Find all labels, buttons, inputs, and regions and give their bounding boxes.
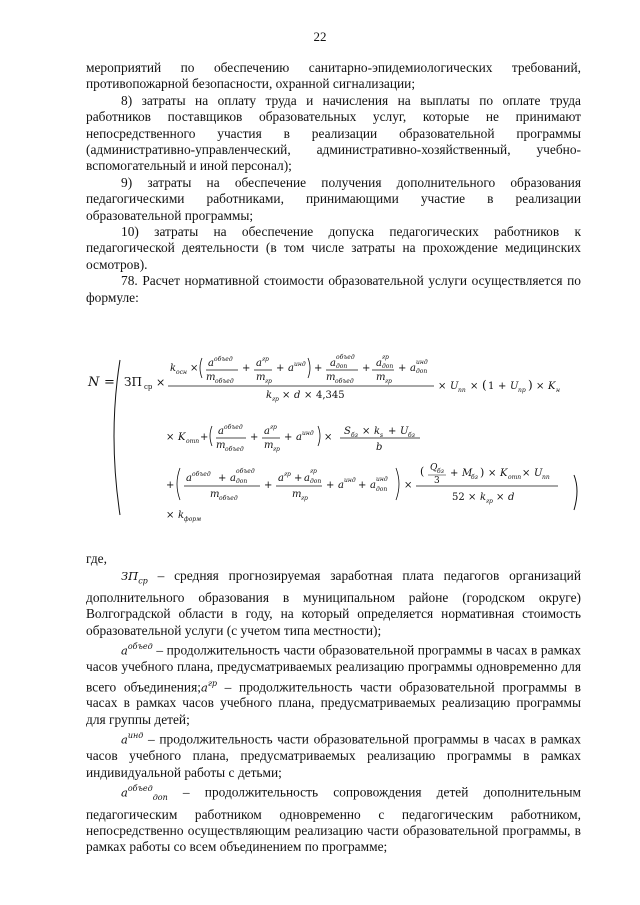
svg-text:гр: гр — [382, 354, 389, 361]
svg-text:гр: гр — [385, 378, 392, 385]
svg-text:доп: доп — [310, 478, 322, 485]
svg-text:s: s — [380, 432, 384, 439]
formula-zp-sub: ср — [144, 383, 153, 391]
svg-text:a: a — [304, 473, 310, 484]
svg-text:+: + — [166, 480, 175, 491]
svg-text:объед: объед — [236, 468, 255, 475]
svg-text:пп: пп — [542, 474, 550, 481]
svg-text:a: a — [278, 473, 284, 484]
svg-text:×: × — [282, 390, 291, 401]
svg-text:гр: гр — [284, 471, 291, 478]
svg-text:a: a — [296, 432, 302, 443]
svg-text:×: × — [166, 510, 175, 521]
cost-formula — [86, 340, 586, 530]
svg-text:d: d — [508, 492, 515, 503]
svg-text:+: + — [284, 432, 293, 443]
definition-a-obed: $a^{объед}$ – продолжительность части образовательной программы в часах в рамках часов учебного плана, предусматриваемых реализацию программы одновременно для всего $объединения;a^{гр}$ – продолжительность части образовательной программы в часах в рамках часов учебного плана, предусматриваемых реализацию программы для группы детей; — [86, 642, 581, 727]
svg-text:k: k — [178, 510, 185, 521]
svg-text:(: ( — [482, 378, 487, 392]
svg-text:1: 1 — [488, 381, 495, 392]
paragraph-78: 78. Расчет нормативной стоимости образовательной услуги осуществляется по формуле: — [86, 273, 581, 305]
svg-text:бз: бз — [437, 468, 444, 475]
page-number: 22 — [313, 29, 327, 44]
svg-text:гр: гр — [486, 498, 493, 505]
svg-text:b: b — [376, 442, 383, 453]
svg-text:U: U — [400, 426, 409, 437]
svg-text:объед: объед — [225, 446, 244, 453]
svg-text:×: × — [304, 390, 313, 401]
svg-text:+: + — [314, 363, 323, 374]
svg-text:Q: Q — [430, 463, 438, 473]
svg-text:гр: гр — [273, 446, 280, 453]
formula-n: N — [88, 375, 100, 390]
svg-text:бз: бз — [351, 432, 358, 439]
svg-text:объед: объед — [215, 378, 234, 385]
svg-text:m: m — [210, 489, 220, 500]
svg-text:(: ( — [420, 465, 425, 478]
svg-text:инд: инд — [376, 476, 388, 483]
svg-text:a: a — [288, 363, 294, 374]
svg-text:): ) — [528, 378, 533, 392]
svg-text:доп: доп — [336, 363, 348, 370]
svg-text:a: a — [410, 363, 416, 374]
svg-text:инд: инд — [416, 359, 428, 366]
svg-text:объед: объед — [224, 424, 243, 431]
svg-text:52: 52 — [452, 492, 465, 503]
svg-text:×: × — [438, 381, 447, 392]
svg-text:k: k — [266, 390, 273, 401]
svg-text:d: d — [294, 390, 301, 401]
svg-text:×: × — [324, 432, 333, 443]
svg-text:×: × — [166, 432, 175, 443]
svg-text:m: m — [376, 372, 386, 383]
svg-text:U: U — [510, 381, 519, 392]
svg-text:инд: инд — [294, 361, 306, 368]
svg-text:форм: форм — [184, 516, 202, 523]
svg-text:доп: доп — [416, 368, 428, 375]
svg-text:m: m — [256, 372, 266, 383]
svg-text:×: × — [404, 480, 413, 491]
svg-text:4,345: 4,345 — [316, 390, 345, 401]
svg-text:m: m — [326, 372, 336, 383]
svg-text:отп: отп — [186, 438, 200, 445]
svg-text:×: × — [488, 468, 497, 479]
svg-text:+: + — [276, 363, 285, 374]
svg-text:инд: инд — [344, 477, 356, 484]
body-text-top — [86, 60, 581, 306]
svg-text:доп: доп — [376, 486, 388, 493]
svg-text:a: a — [264, 426, 270, 437]
svg-text:K: K — [500, 468, 508, 479]
svg-text:U: U — [534, 468, 543, 479]
svg-text:×: × — [522, 468, 531, 479]
svg-text:a: a — [256, 358, 262, 369]
svg-text:×: × — [496, 492, 505, 503]
formula-eq: = — [104, 375, 115, 390]
svg-text:3: 3 — [434, 476, 440, 486]
svg-text:+: + — [200, 432, 209, 443]
definitions-list — [86, 568, 581, 856]
svg-text:K: K — [178, 432, 186, 443]
svg-text:+: + — [388, 426, 397, 437]
svg-text:a: a — [376, 358, 382, 369]
svg-text:S: S — [344, 426, 351, 437]
svg-text:инд: инд — [302, 430, 314, 437]
svg-text:a: a — [230, 473, 236, 484]
svg-text:бз: бз — [408, 432, 415, 439]
definitions-intro: где, — [86, 551, 107, 566]
svg-text:×: × — [536, 381, 545, 392]
svg-text:объед: объед — [336, 354, 355, 361]
formula-svg — [86, 340, 586, 530]
svg-text:m: m — [292, 489, 302, 500]
svg-text:): ) — [480, 466, 485, 479]
formula-zp: ЗП — [124, 375, 142, 389]
svg-text:m: m — [216, 440, 226, 451]
svg-text:гр: гр — [272, 396, 279, 403]
svg-text:гр: гр — [265, 378, 272, 385]
svg-text:гр: гр — [270, 424, 277, 431]
svg-text:объед: объед — [214, 356, 233, 363]
formula-k-osn: k — [170, 363, 177, 374]
svg-text:×: × — [470, 381, 479, 392]
svg-text:×: × — [362, 426, 371, 437]
paragraph-sanitary: мероприятий по обеспечению санитарно-эпидемиологических требований, противопожарной безопасности, охранной сигнализации; — [86, 60, 581, 92]
svg-text:U: U — [450, 381, 459, 392]
svg-text:+: + — [264, 480, 273, 491]
svg-text:+: + — [218, 473, 227, 484]
svg-text:+: + — [250, 432, 259, 443]
svg-text:отп: отп — [508, 474, 522, 481]
svg-text:M: M — [462, 468, 473, 479]
formula-outer-right-paren — [574, 475, 577, 510]
svg-text:доп: доп — [236, 478, 248, 485]
svg-text:×: × — [156, 376, 166, 389]
svg-text:a: a — [208, 358, 214, 369]
svg-text:осн: осн — [176, 369, 187, 376]
svg-text:a: a — [338, 480, 344, 491]
svg-text:+: + — [358, 480, 367, 491]
svg-text:+: + — [326, 480, 335, 491]
svg-text:k: k — [374, 426, 381, 437]
svg-text:пр: пр — [518, 387, 526, 394]
paragraph-item-10: 10) затраты на обеспечение допуска педагогических работников к педагогической деятельности (в том числе затраты на прохождение медицинских осмотров). — [86, 224, 581, 272]
definition-zp: $ЗП_{ср}$ – средняя прогнозируемая заработная плата педагогов организаций дополнительного образования в муниципальном районе (городском округе) Волгоградской области в году, на который определяется нормативная стоимость образовательной услуги (с учетом типа местности); — [86, 568, 581, 638]
svg-text:гр: гр — [310, 468, 317, 475]
svg-text:+: + — [450, 468, 459, 479]
svg-text:K: K — [548, 381, 556, 392]
definition-a-dop: $a^{объед}_{доп}$ – продолжительность сопровождения детей дополнительным педагогическим работником одновременно с педагогическим работником, непосредственно осуществляющим реализацию части образовательной программы, в рамках работы со всем объединением по программе; — [86, 783, 581, 855]
paragraph-item-9: 9) затраты на обеспечение получения дополнительного образования педагогическими работниками, принимающими участие в реализации образовательной программы; — [86, 174, 581, 223]
svg-text:+: + — [498, 381, 507, 392]
svg-text:a: a — [370, 480, 376, 491]
svg-text:k: k — [480, 492, 487, 503]
svg-text:+: + — [242, 363, 251, 374]
svg-text:объед: объед — [219, 495, 238, 502]
svg-text:m: m — [206, 372, 216, 383]
svg-text:×: × — [190, 363, 199, 374]
svg-text:объед: объед — [192, 471, 211, 478]
svg-text:пп: пп — [458, 387, 466, 394]
svg-text:m: m — [264, 440, 274, 451]
svg-text:бз: бз — [471, 474, 478, 481]
svg-text:объед: объед — [335, 378, 354, 385]
svg-text:a: a — [186, 473, 192, 484]
svg-text:×: × — [468, 492, 477, 503]
svg-text:a: a — [330, 358, 336, 369]
svg-text:доп: доп — [382, 363, 394, 370]
svg-text:гр: гр — [262, 356, 269, 363]
svg-text:+: + — [398, 363, 407, 374]
svg-text:+: + — [362, 363, 371, 374]
definition-a-ind: $a^{инд}$ – продолжительность части образовательной программы в часах в рамках часов учебного плана, предусматриваемых реализацию программы в рамках индивидуальной работы с детьми; — [86, 731, 581, 780]
svg-text:a: a — [218, 426, 224, 437]
svg-text:н: н — [556, 387, 560, 394]
svg-text:+: + — [294, 473, 303, 484]
svg-text:гр: гр — [301, 495, 308, 502]
paragraph-item-8: 8) затраты на оплату труда и начисления на выплаты по оплате труда работников поставщиков образовательных услуг, которые не принимают непосредственного участия в реализации образовательной программы (административно-управленческий, административно-хозяйственный, учебно-вспомогательный и иной персонал); — [86, 92, 581, 174]
